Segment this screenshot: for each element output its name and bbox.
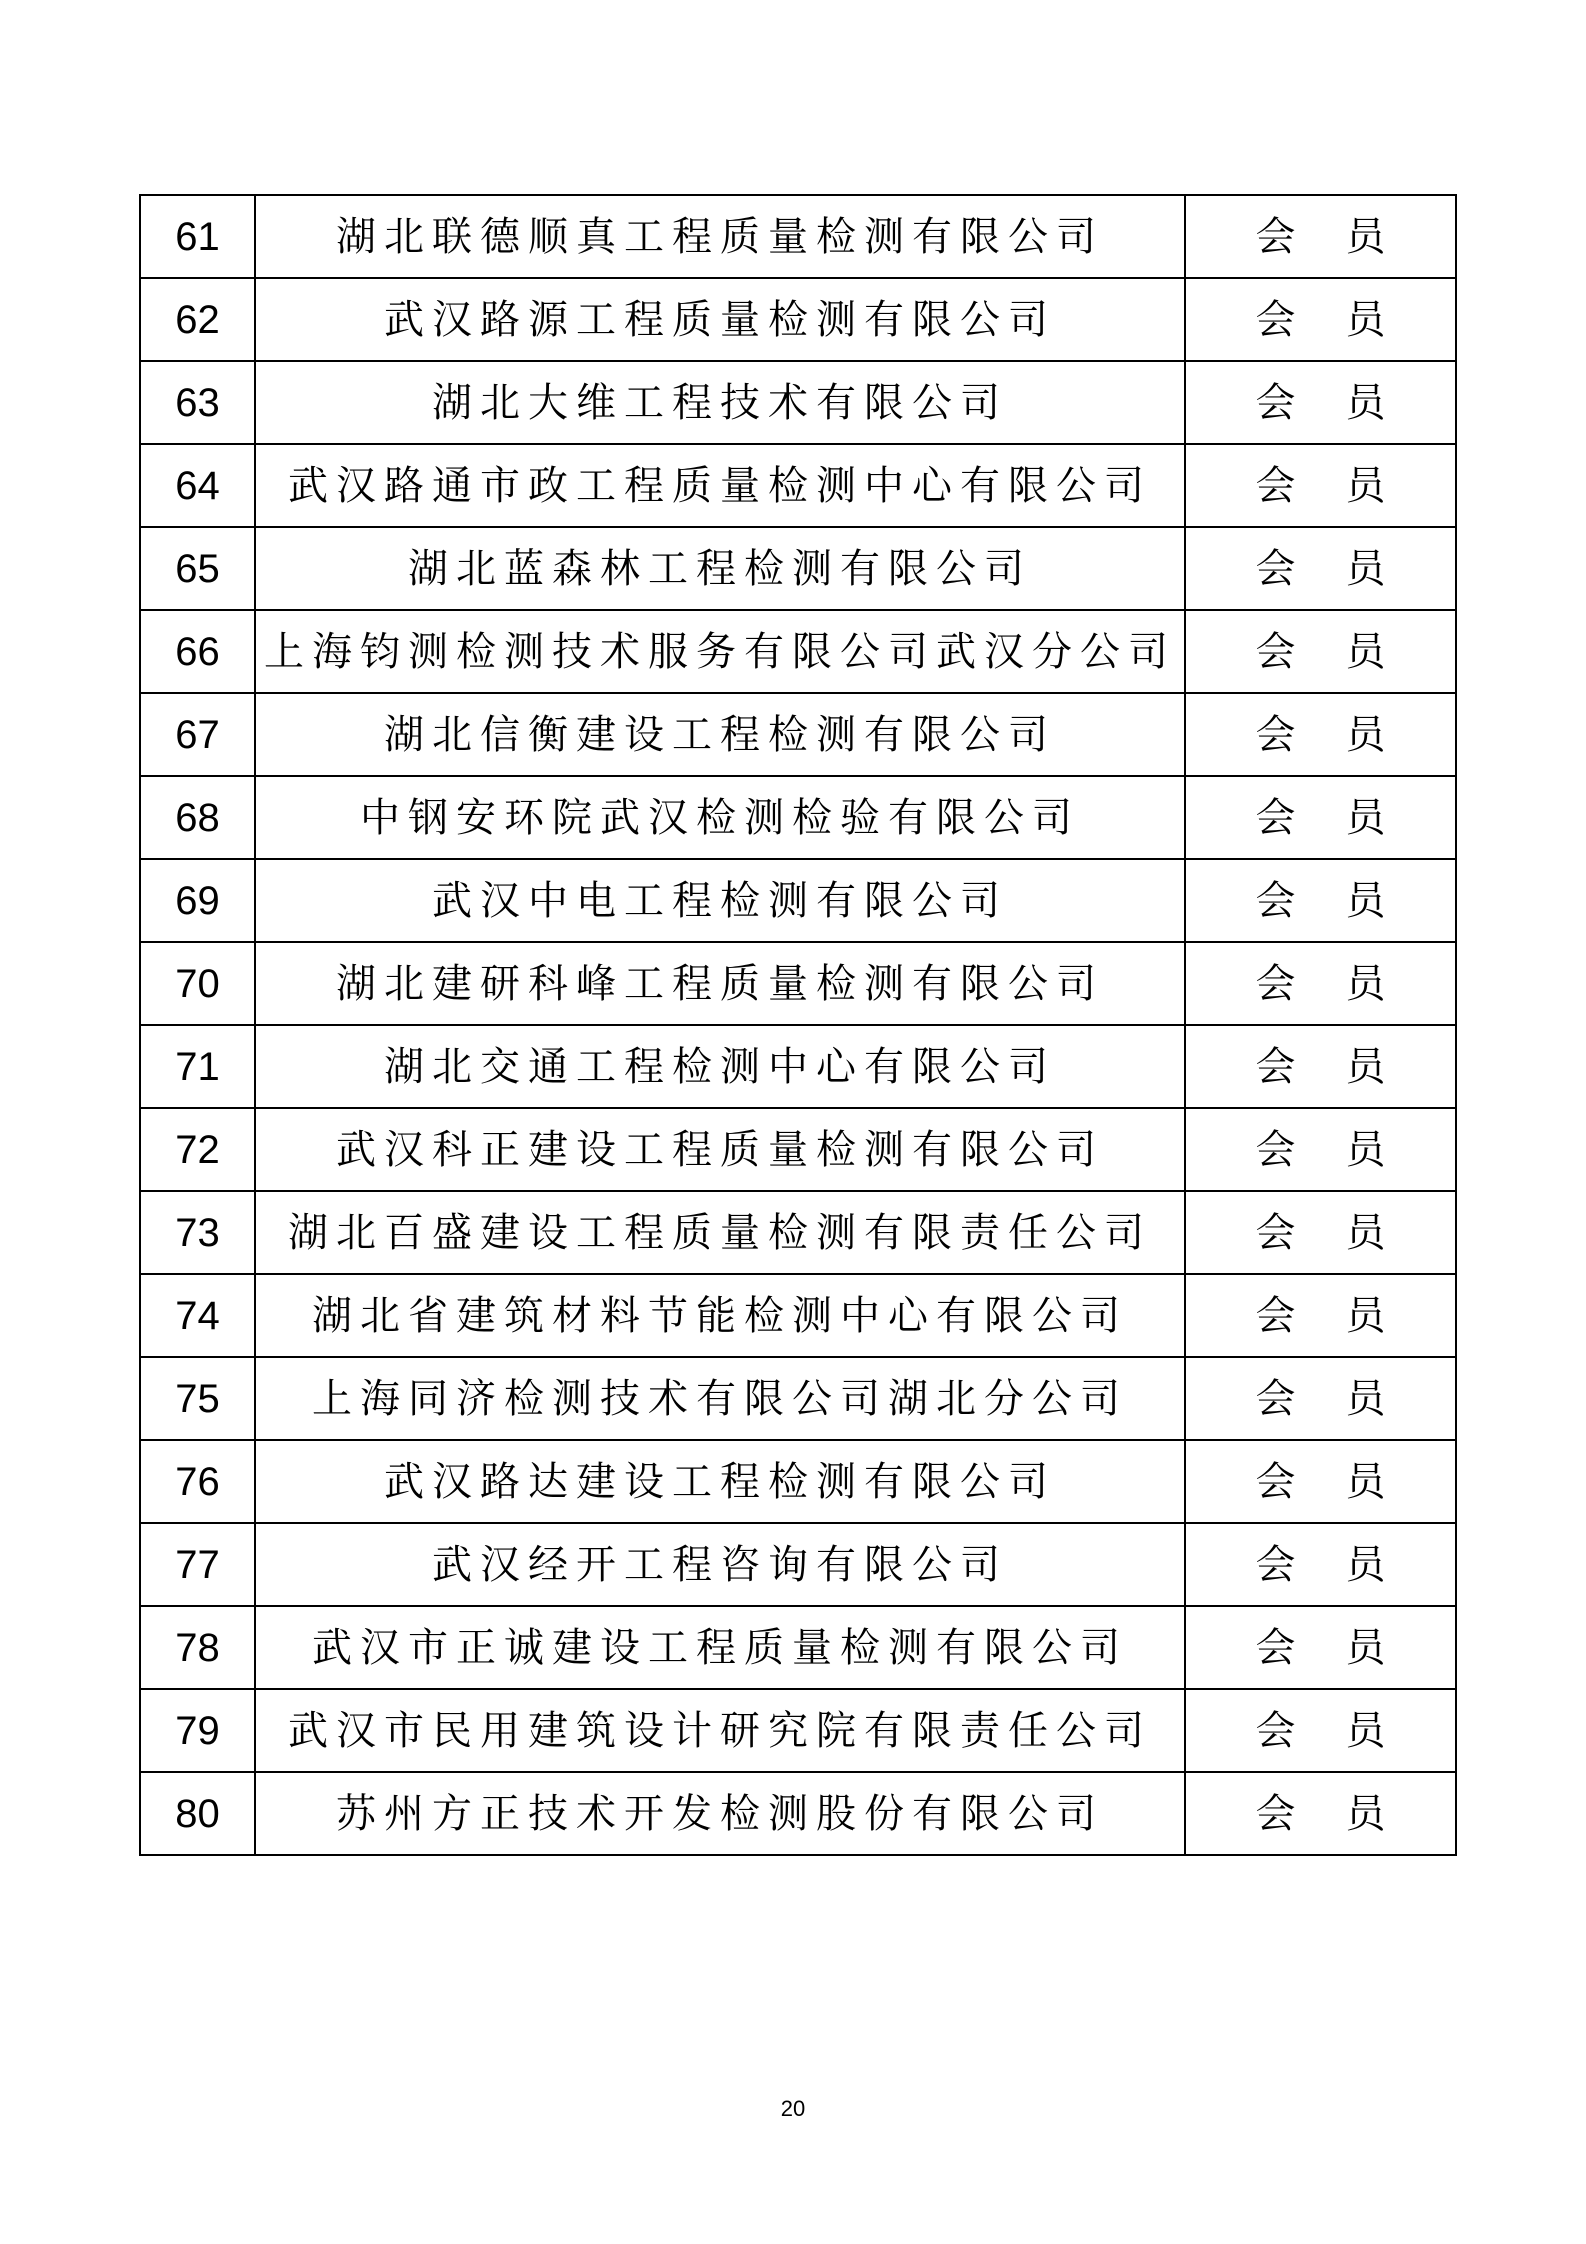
member-table-body — [140, 195, 1456, 1855]
membership-status: 会员 — [1185, 693, 1456, 776]
company-name: 武汉中电工程检测有限公司 — [255, 859, 1185, 942]
row-number: 76 — [140, 1440, 255, 1523]
table-row — [140, 361, 1456, 444]
page-number: 20 — [780, 2096, 806, 2121]
company-name: 湖北蓝森林工程检测有限公司 — [255, 527, 1185, 610]
company-name: 中钢安环院武汉检测检验有限公司 — [255, 776, 1185, 859]
table-row — [140, 693, 1456, 776]
membership-status: 会员 — [1185, 942, 1456, 1025]
company-name: 湖北交通工程检测中心有限公司 — [255, 1025, 1185, 1108]
table-row — [140, 859, 1456, 942]
company-name: 湖北大维工程技术有限公司 — [255, 361, 1185, 444]
company-name: 上海钧测检测技术服务有限公司武汉分公司 — [255, 610, 1185, 693]
row-number: 70 — [140, 942, 255, 1025]
table-row — [140, 278, 1456, 361]
membership-status: 会员 — [1185, 1606, 1456, 1689]
company-name: 武汉路达建设工程检测有限公司 — [255, 1440, 1185, 1523]
row-number: 69 — [140, 859, 255, 942]
row-number: 73 — [140, 1191, 255, 1274]
membership-status: 会员 — [1185, 859, 1456, 942]
row-number: 63 — [140, 361, 255, 444]
company-name: 湖北建研科峰工程质量检测有限公司 — [255, 942, 1185, 1025]
table-row — [140, 776, 1456, 859]
company-name: 苏州方正技术开发检测股份有限公司 — [255, 1772, 1185, 1855]
company-name: 武汉经开工程咨询有限公司 — [255, 1523, 1185, 1606]
membership-status: 会员 — [1185, 1440, 1456, 1523]
row-number: 71 — [140, 1025, 255, 1108]
company-name: 武汉市民用建筑设计研究院有限责任公司 — [255, 1689, 1185, 1772]
membership-status: 会员 — [1185, 776, 1456, 859]
table-row — [140, 527, 1456, 610]
member-table — [139, 194, 1457, 1856]
table-row — [140, 1772, 1456, 1855]
membership-status: 会员 — [1185, 1357, 1456, 1440]
company-name: 武汉科正建设工程质量检测有限公司 — [255, 1108, 1185, 1191]
table-row — [140, 1689, 1456, 1772]
company-name: 武汉路源工程质量检测有限公司 — [255, 278, 1185, 361]
table-row — [140, 1606, 1456, 1689]
table-row — [140, 1357, 1456, 1440]
membership-status: 会员 — [1185, 1025, 1456, 1108]
membership-status: 会员 — [1185, 1274, 1456, 1357]
membership-status: 会员 — [1185, 444, 1456, 527]
company-name: 湖北百盛建设工程质量检测有限责任公司 — [255, 1191, 1185, 1274]
table-row — [140, 444, 1456, 527]
row-number: 62 — [140, 278, 255, 361]
membership-status: 会员 — [1185, 195, 1456, 278]
membership-status: 会员 — [1185, 1191, 1456, 1274]
table-row — [140, 1108, 1456, 1191]
membership-status: 会员 — [1185, 278, 1456, 361]
table-row — [140, 1440, 1456, 1523]
company-name: 湖北省建筑材料节能检测中心有限公司 — [255, 1274, 1185, 1357]
row-number: 66 — [140, 610, 255, 693]
company-name: 武汉路通市政工程质量检测中心有限公司 — [255, 444, 1185, 527]
row-number: 72 — [140, 1108, 255, 1191]
table-row — [140, 1025, 1456, 1108]
membership-status: 会员 — [1185, 1108, 1456, 1191]
company-name: 湖北信衡建设工程检测有限公司 — [255, 693, 1185, 776]
company-name: 湖北联德顺真工程质量检测有限公司 — [255, 195, 1185, 278]
membership-status: 会员 — [1185, 1523, 1456, 1606]
table-row — [140, 610, 1456, 693]
table-row — [140, 1191, 1456, 1274]
row-number: 61 — [140, 195, 255, 278]
membership-status: 会员 — [1185, 361, 1456, 444]
row-number: 74 — [140, 1274, 255, 1357]
membership-status: 会员 — [1185, 610, 1456, 693]
membership-status: 会员 — [1185, 527, 1456, 610]
row-number: 79 — [140, 1689, 255, 1772]
row-number: 67 — [140, 693, 255, 776]
row-number: 68 — [140, 776, 255, 859]
table-row — [140, 1523, 1456, 1606]
company-name: 武汉市正诚建设工程质量检测有限公司 — [255, 1606, 1185, 1689]
membership-status: 会员 — [1185, 1772, 1456, 1855]
membership-status: 会员 — [1185, 1689, 1456, 1772]
table-row — [140, 195, 1456, 278]
table-row — [140, 942, 1456, 1025]
row-number: 65 — [140, 527, 255, 610]
row-number: 78 — [140, 1606, 255, 1689]
row-number: 64 — [140, 444, 255, 527]
row-number: 77 — [140, 1523, 255, 1606]
table-row — [140, 1274, 1456, 1357]
row-number: 80 — [140, 1772, 255, 1855]
company-name: 上海同济检测技术有限公司湖北分公司 — [255, 1357, 1185, 1440]
row-number: 75 — [140, 1357, 255, 1440]
